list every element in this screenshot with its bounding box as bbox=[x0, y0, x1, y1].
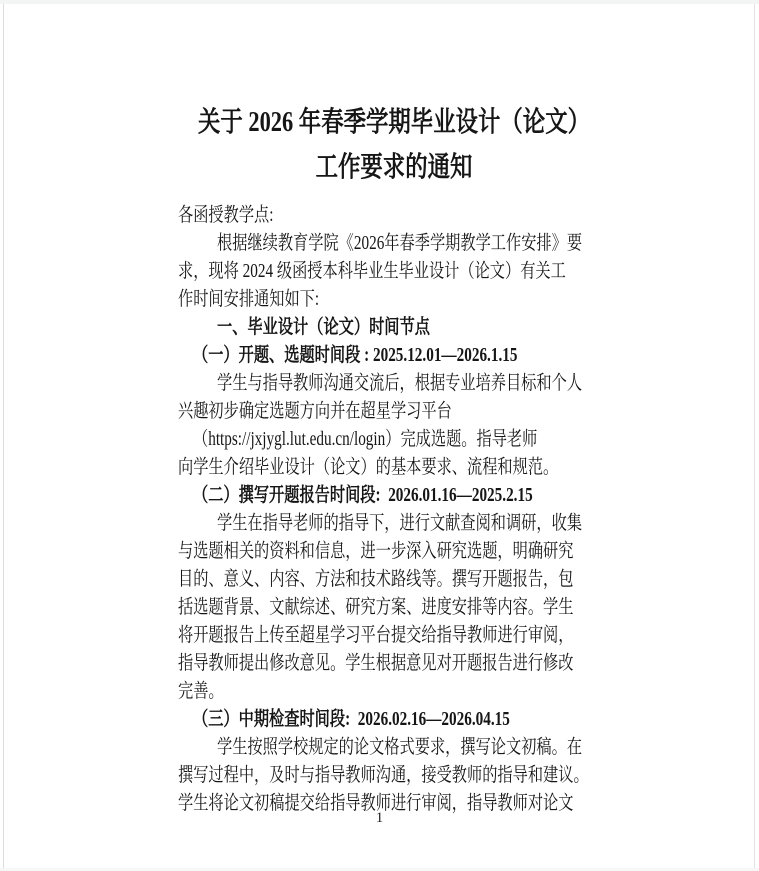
document-line bbox=[178, 566, 759, 594]
document-line-text: 各函授教学点: bbox=[178, 205, 274, 226]
document-line-text: （https://jxjygl.lut.edu.cn/login）完成选题。指导老师 bbox=[193, 429, 538, 450]
document-line-text: 学生按照学校规定的论文格式要求，撰写论文初稿。在 bbox=[217, 737, 583, 758]
document-line bbox=[178, 342, 759, 370]
document-line-text: 学生与指导教师沟通交流后，根据专业培养目标和个人 bbox=[217, 373, 583, 394]
document-line bbox=[178, 762, 759, 790]
document-line bbox=[178, 258, 759, 286]
document-line-text: 根据继续教育学院《2026年春季学期教学工作安排》要 bbox=[217, 233, 583, 254]
document-line bbox=[178, 594, 759, 622]
document-line bbox=[178, 622, 759, 650]
document-line bbox=[178, 370, 759, 398]
document-line bbox=[178, 398, 759, 426]
document-line bbox=[178, 678, 759, 706]
document-line-text: 目的、意义、内容、方法和技术路线等。撰写开题报告，包 bbox=[178, 569, 574, 590]
document-line-text: 向学生介绍毕业设计（论文）的基本要求、流程和规范。 bbox=[178, 457, 559, 478]
document-line-text: 求，现将 2024 级函授本科毕业生毕业设计（论文）有关工 bbox=[178, 261, 566, 282]
document-line bbox=[178, 454, 759, 482]
document-line-text: 一、毕业设计（论文）时间节点 bbox=[217, 317, 430, 338]
page-number: 1 bbox=[375, 810, 384, 826]
document-line-text: 撰写过程中，及时与指导教师沟通，接受教师的指导和建议。 bbox=[178, 765, 589, 786]
document-title bbox=[0, 0, 759, 190]
document-line-text: 指导教师提出修改意见。学生根据意见对开题报告进行修改 bbox=[178, 653, 574, 674]
document-line bbox=[178, 482, 759, 510]
document-line-text: 作时间安排通知如下: bbox=[178, 289, 320, 310]
document-body-lines bbox=[178, 202, 759, 818]
document-line bbox=[178, 286, 759, 314]
document-title-line-1: 关于 2026 年春季学期毕业设计（论文） bbox=[198, 107, 591, 138]
document-line-text: （二）撰写开题报告时间段: 2026.01.16—2025.2.15 bbox=[193, 485, 533, 506]
document-line bbox=[178, 314, 759, 342]
document-line bbox=[178, 510, 759, 538]
document-line bbox=[178, 790, 759, 818]
document-line bbox=[178, 230, 759, 258]
document-line bbox=[178, 538, 759, 566]
document-line bbox=[178, 734, 759, 762]
document-line-text: 与选题相关的资料和信息，进一步深入研究选题，明确研究 bbox=[178, 541, 574, 562]
document-line-text: 兴趣初步确定选题方向并在超星学习平台 bbox=[178, 401, 452, 422]
document-line bbox=[178, 426, 759, 454]
document-line-text: 将开题报告上传至超星学习平台提交给指导教师进行审阅， bbox=[178, 625, 574, 646]
document-line-text: 括选题背景、文献综述、研究方案、进度安排等内容。学生 bbox=[178, 597, 574, 618]
document-title-line-2: 工作要求的通知 bbox=[316, 152, 473, 183]
document-line-text: 完善。 bbox=[178, 681, 224, 702]
document-line bbox=[178, 650, 759, 678]
document-line bbox=[178, 706, 759, 734]
document-line-text: （三）中期检查时间段: 2026.02.16—2026.04.15 bbox=[193, 709, 510, 730]
document-line-text: 学生在指导老师的指导下，进行文献查阅和调研，收集 bbox=[217, 513, 583, 534]
document-line-text: 学生将论文初稿提交给指导教师进行审阅，指导教师对论文 bbox=[178, 793, 574, 814]
document-line-text: （一）开题、选题时间段 : 2025.12.01—2026.1.15 bbox=[193, 345, 518, 366]
document-line bbox=[178, 202, 759, 230]
